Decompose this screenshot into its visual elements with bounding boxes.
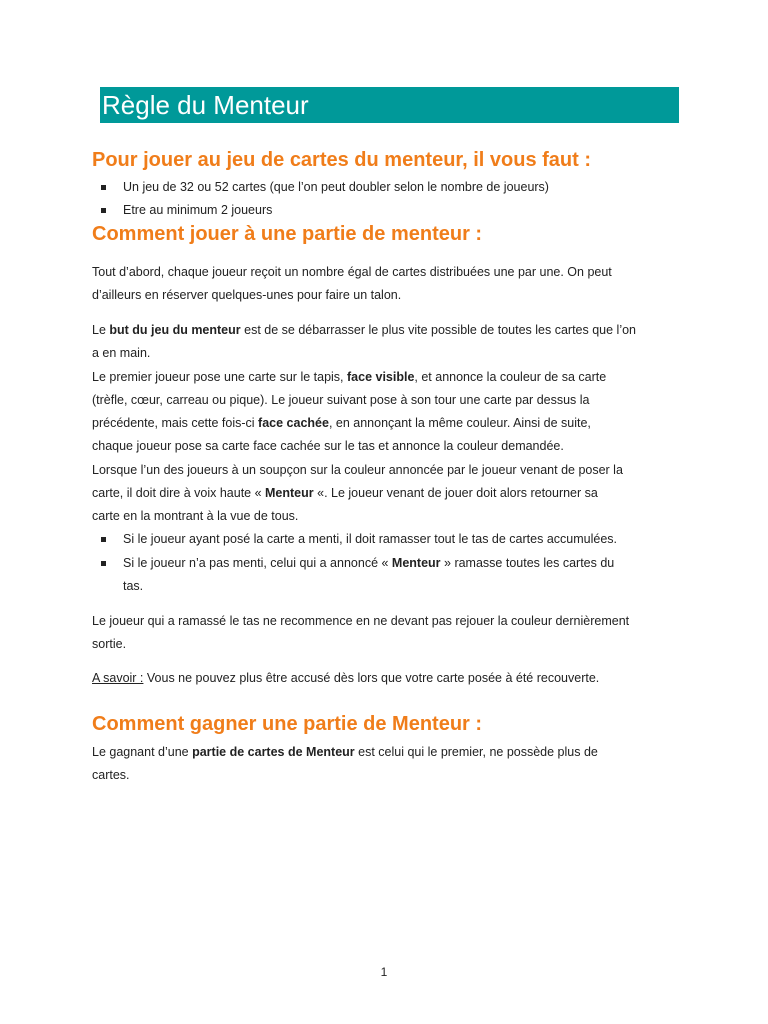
paragraph-rules: Le but du jeu du menteur est de se débarrasser le plus vite possible de toutes les cartes que l’on a en main. Le premier joueur pose une carte sur le tapis, face visible, et annonce la couleur de sa carte (trèfle, cœur, carreau ou pique). Le joueur suivant pose à son tour une carte par dessus la précédente, mais cette fois-ci face cachée, en annonçant la même couleur. Ainsi de suite, chaque joueur pose sa carte face cachée sur le tas et annonce la couleur demandée. Lorsque l’un des joueurs à un soupçon sur la couleur annoncée par le joueur venant de poser la carte, il doit dire à voix haute « Menteur «. Le joueur venant de jouer doit alors retourner sa carte en la montrant à la vue de tous. [92, 323, 637, 524]
bullet-icon [101, 208, 106, 213]
paragraph-note: A savoir : Vous ne pouvez plus être accusé dès lors que votre carte posée à été recouverte. [92, 671, 600, 685]
section-heading-how-to-play: Comment jouer à une partie de menteur : [92, 223, 483, 245]
paragraph-after: Le joueur qui a ramassé le tas ne recommence en ne devant pas rejouer la couleur dernièrement sortie. [92, 614, 630, 652]
paragraph-winner: Le gagnant d’une partie de cartes de Menteur est celui qui le premier, ne possède plus de cartes. [92, 745, 598, 783]
note-label: A savoir : [92, 671, 144, 685]
list-item: Un jeu de 32 ou 52 cartes (que l’on peut doubler selon le nombre de joueurs) [123, 176, 549, 199]
section-heading-how-to-win: Comment gagner une partie de Menteur : [92, 713, 483, 735]
list-item: Si le joueur n’a pas menti, celui qui a annoncé « Menteur » ramasse toutes les cartes du tas. [123, 552, 614, 599]
section-heading-requirements: Pour jouer au jeu de cartes du menteur, il vous faut : [92, 149, 591, 171]
list-item: Etre au minimum 2 joueurs [123, 199, 272, 222]
document-title: Règle du Menteur [100, 87, 679, 123]
bullet-icon [101, 185, 106, 190]
bullet-icon [101, 561, 106, 566]
paragraph-intro: Tout d’abord, chaque joueur reçoit un nombre égal de cartes distribuées une par une. On peut d’ailleurs en réserver quelques-unes pour faire un talon. [92, 265, 612, 303]
list-item: Si le joueur ayant posé la carte a menti, il doit ramasser tout le tas de cartes accumulées. [123, 528, 617, 551]
bullet-icon [101, 537, 106, 542]
page-number: 1 [380, 965, 388, 979]
